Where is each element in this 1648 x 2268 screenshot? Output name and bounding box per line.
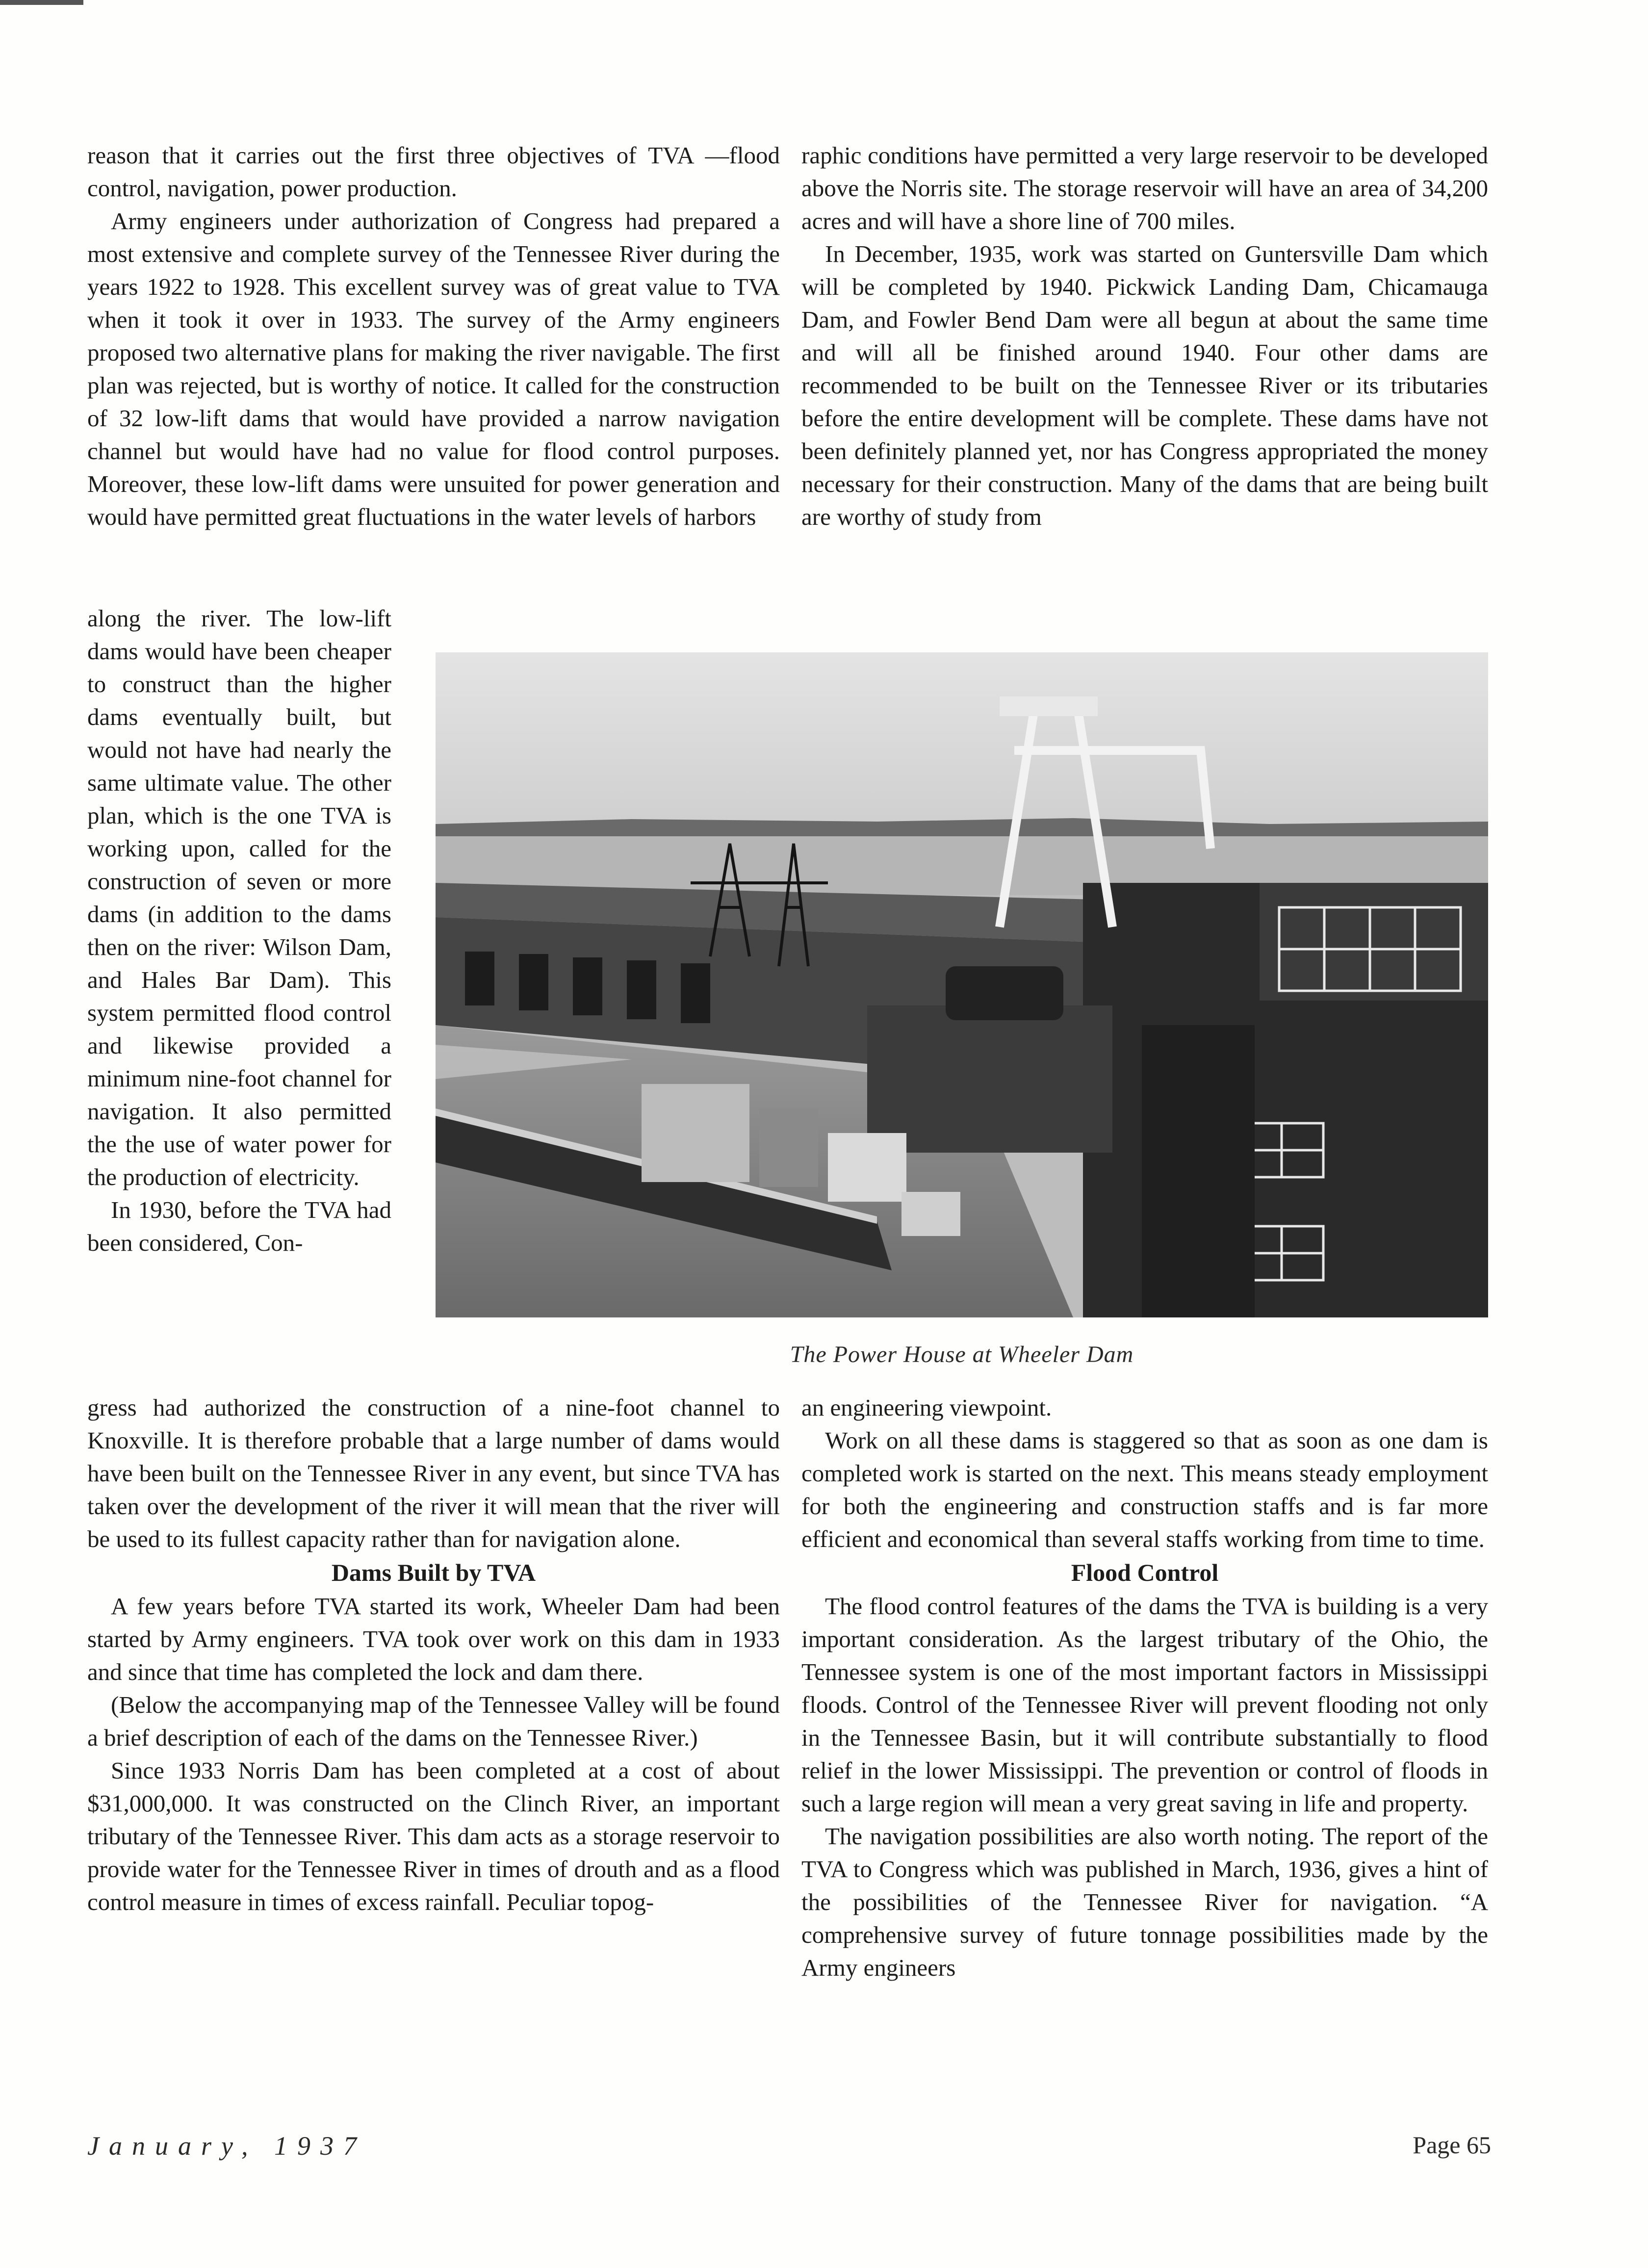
photo-caption: The Power House at Wheeler Dam bbox=[790, 1341, 1134, 1367]
paragraph: reason that it carries out the first three objectives of TVA —flood control, navigation, power production. bbox=[87, 142, 780, 202]
paragraph: In December, 1935, work was started on Guntersville Dam which will be completed by 1940. Pickwick Landing Dam, Chicamauga Dam, and Fowler Bend Dam were all begun at about the same time and will all be finished around 1940. Four other dams are recommended to be built on the Tennessee River or its tributaries before the entire development will be complete. These dams have not been definitely planned yet, nor has Congress appropriated the money necessary for their construction. Many of the dams that are being built are worthy of study from bbox=[801, 240, 1488, 530]
paragraph: Since 1933 Norris Dam has been completed at a cost of about $31,000,000. It was constructed on the Clinch River, an important tributary of the Tennessee River. This dam acts as a storage reservoir to provide water for the Tennessee River in times of drouth and as a flood control measure in times of excess rainfall. Peculiar topog- bbox=[87, 1757, 780, 1915]
photo-illustration bbox=[436, 652, 1488, 1317]
paragraph: A few years before TVA started its work, Wheeler Dam had been started by Army engineers. TVA took over work on this dam in 1933 and since that time has completed the lock and dam there. bbox=[87, 1593, 780, 1685]
paragraph: an engineering viewpoint. bbox=[801, 1394, 1052, 1421]
paragraph: (Below the accompanying map of the Tennessee Valley will be found a brief description of each of the dams on the Tennessee River.) bbox=[87, 1691, 780, 1751]
page-number: Page 65 bbox=[1413, 2131, 1491, 2159]
left-column-bottom bbox=[87, 1391, 780, 1918]
power-house-photo bbox=[436, 652, 1488, 1317]
right-column-top bbox=[801, 139, 1488, 533]
section-heading-dams: Dams Built by TVA bbox=[331, 1559, 536, 1586]
paragraph: Work on all these dams is staggered so that as soon as one dam is completed work is started on the next. This means steady employment for both the engineering and construction staffs and is far more efficient and economical than several staffs working from time to time. bbox=[801, 1427, 1488, 1552]
left-column-narrow bbox=[87, 602, 391, 1259]
right-column-bottom bbox=[801, 1391, 1488, 1984]
left-column-top bbox=[87, 139, 780, 533]
issue-date: January, 1937 bbox=[87, 2131, 366, 2161]
paragraph: The flood control features of the dams the TVA is building is a very important consideration. As the largest tributary of the Ohio, the Tennessee system is one of the most important factors in Mississippi floods. Control of the Tennessee River will prevent flooding not only in the Tennessee Basin, but it will contribute substantially to flood relief in the lower Mississippi. The prevention or control of floods in such a large region will mean a very great saving in life and property. bbox=[801, 1593, 1488, 1817]
paragraph: gress had authorized the construction of a nine-foot channel to Knoxville. It is therefore probable that a large number of dams would have been built on the Tennessee River in any event, but since TVA has taken over the development of the river it will mean that the river will be used to its fullest capacity rather than for navigation alone. bbox=[87, 1394, 780, 1552]
paragraph: In 1930, before the TVA had been considered, Con- bbox=[87, 1196, 391, 1256]
section-heading-flood: Flood Control bbox=[1071, 1559, 1219, 1586]
paragraph: raphic conditions have permitted a very large reservoir to be developed above the Norris site. The storage reservoir will have an area of 34,200 acres and will have a shore line of 700 miles. bbox=[801, 142, 1488, 234]
paragraph: Army engineers under authorization of Congress had prepared a most extensive and complete survey of the Tennessee River during the years 1922 to 1928. This excellent survey was of great value to TVA when it took it over in 1933. The survey of the Army engineers proposed two alternative plans for making the river navigable. The first plan was rejected, but is worthy of notice. It called for the construction of 32 low-lift dams that would have provided a narrow navigation channel but would have had no value for flood control purposes. Moreover, these low-lift dams were unsuited for power generation and would have permitted great fluctuations in the water levels of harbors bbox=[87, 207, 780, 530]
paragraph: The navigation possibilities are also worth noting. The report of the TVA to Congress which was published in March, 1936, gives a hint of the possibilities of the Tennessee River for navigation. “A comprehensive survey of future tonnage possibilities made by the Army engineers bbox=[801, 1823, 1488, 1981]
paragraph: along the river. The low-lift dams would have been cheaper to construct than the higher dams eventually built, but would not have had nearly the same ultimate value. The other plan, which is the one TVA is working upon, called for the construction of seven or more dams (in addition to the dams then on the river: Wilson Dam, and Hales Bar Dam). This system permitted flood control and likewise provided a minimum nine-foot channel for navigation. It also permitted the the use of water power for the production of electricity. bbox=[87, 605, 391, 1190]
scan-edge-mark bbox=[0, 0, 83, 5]
